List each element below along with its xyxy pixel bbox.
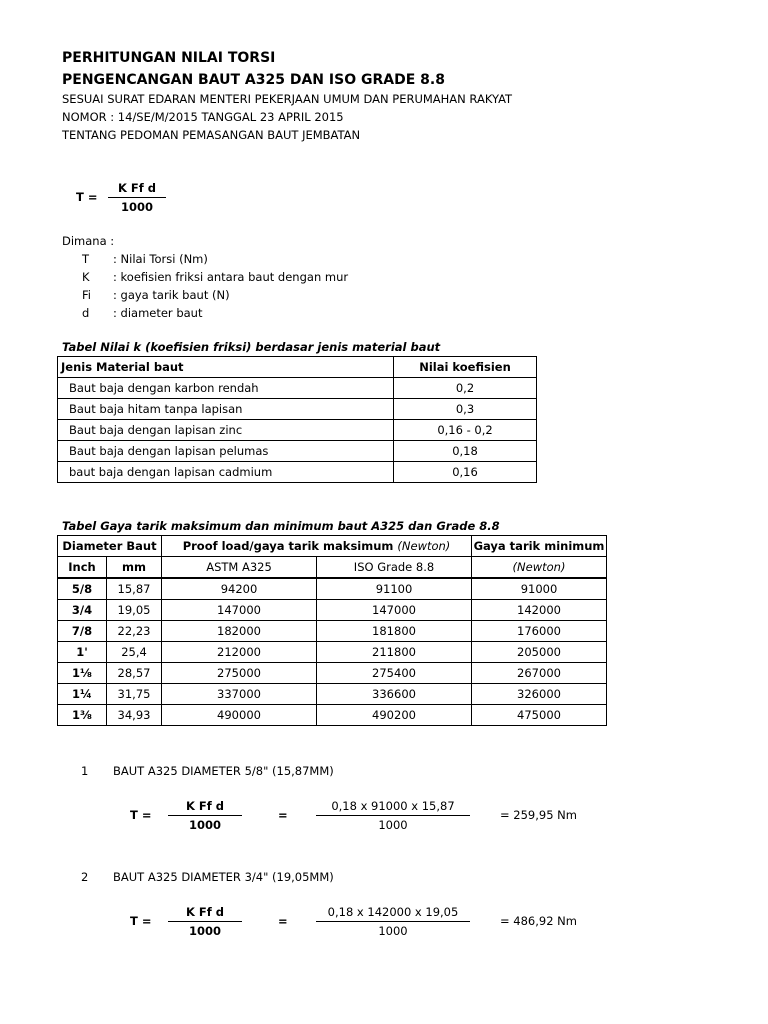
calc-2-number: 2	[81, 870, 89, 884]
g-header-min-unit: (Newton)	[472, 557, 607, 579]
calc-2-result: = 486,92 Nm	[500, 914, 577, 928]
g-table-header-row-2	[58, 557, 607, 579]
g-table-header-row-1	[58, 536, 607, 557]
g-mm: 28,57	[107, 663, 162, 684]
g-min: 176000	[472, 621, 607, 642]
g-iso: 336600	[317, 684, 472, 705]
k-material: Baut baja dengan karbon rendah	[58, 378, 394, 399]
g-min: 475000	[472, 705, 607, 726]
g-min: 326000	[472, 684, 607, 705]
g-mm: 22,23	[107, 621, 162, 642]
g-astm: 275000	[162, 663, 317, 684]
g-inch: 1⅛	[58, 663, 107, 684]
k-table-header-coef: Nilai koefisien	[394, 357, 537, 378]
g-header-mm: mm	[107, 557, 162, 579]
g-header-min: Gaya tarik minimum	[472, 536, 607, 557]
table-row	[58, 663, 607, 684]
g-header-astm: ASTM A325	[162, 557, 317, 579]
g-astm: 182000	[162, 621, 317, 642]
subtitle-line-3: TENTANG PEDOMAN PEMASANGAN BAUT JEMBATAN	[62, 128, 361, 142]
calc-2-numerator: K Ff d	[168, 905, 242, 922]
table-row	[58, 705, 607, 726]
table-row	[58, 420, 537, 441]
dimana-sym-fi: Fi	[82, 288, 91, 302]
k-table-header-row	[58, 357, 537, 378]
formula-numerator: K Ff d	[108, 181, 166, 198]
calc-1-lhs: T =	[130, 808, 152, 822]
k-material: Baut baja dengan lapisan pelumas	[58, 441, 394, 462]
dimana-sym-d: d	[82, 306, 90, 320]
k-value: 0,2	[394, 378, 537, 399]
g-inch: 7/8	[58, 621, 107, 642]
calc-1-numerator: K Ff d	[168, 799, 242, 816]
g-inch: 1¼	[58, 684, 107, 705]
g-header-proof-text: Proof load/gaya tarik maksimum	[182, 539, 394, 553]
calc-2-values-denominator: 1000	[378, 924, 408, 938]
subtitle-line-1: SESUAI SURAT EDARAN MENTERI PEKERJAAN UMUM DAN PERUMAHAN RAKYAT	[62, 92, 513, 106]
k-value: 0,18	[394, 441, 537, 462]
dimana-sym-t: T	[82, 252, 90, 266]
calc-1-title: BAUT A325 DIAMETER 5/8" (15,87MM)	[113, 764, 334, 778]
k-value: 0,16	[394, 462, 537, 483]
calc-2-fraction	[168, 905, 242, 938]
k-table-header-material: Jenis Material baut	[58, 357, 394, 378]
g-iso: 490200	[317, 705, 472, 726]
g-inch: 1⅜	[58, 705, 107, 726]
g-mm: 34,93	[107, 705, 162, 726]
calc-1-number: 1	[81, 764, 89, 778]
g-mm: 25,4	[107, 642, 162, 663]
table-row	[58, 441, 537, 462]
calc-1-result: = 259,95 Nm	[500, 808, 577, 822]
g-astm: 490000	[162, 705, 317, 726]
calc-2-denominator: 1000	[188, 924, 221, 938]
dimana-desc-k: : koefisien friksi antara baut dengan mur	[113, 270, 349, 284]
k-material: baut baja dengan lapisan cadmium	[58, 462, 394, 483]
calc-2-title: BAUT A325 DIAMETER 3/4" (19,05MM)	[113, 870, 334, 884]
dimana-desc-fi: : gaya tarik baut (N)	[113, 288, 230, 302]
formula-fraction	[108, 181, 166, 214]
g-iso: 91100	[317, 578, 472, 600]
calc-1-fraction	[168, 799, 242, 832]
g-header-proof	[162, 536, 472, 557]
formula-denominator: 1000	[120, 200, 153, 214]
calc-1-values-numerator: 0,18 x 91000 x 15,87	[316, 799, 470, 816]
k-value: 0,3	[394, 399, 537, 420]
dimana-desc-d: : diameter baut	[113, 306, 203, 320]
g-astm: 212000	[162, 642, 317, 663]
g-min: 205000	[472, 642, 607, 663]
g-iso: 275400	[317, 663, 472, 684]
table-row	[58, 684, 607, 705]
calc-1-equals: =	[278, 808, 288, 822]
table-row	[58, 578, 607, 600]
g-table	[57, 535, 607, 726]
calc-1-denominator: 1000	[188, 818, 221, 832]
g-header-proof-unit: (Newton)	[397, 539, 451, 553]
g-iso: 211800	[317, 642, 472, 663]
g-mm: 31,75	[107, 684, 162, 705]
table-row	[58, 621, 607, 642]
g-astm: 94200	[162, 578, 317, 600]
calc-1-fraction-values	[316, 799, 470, 832]
g-iso: 181800	[317, 621, 472, 642]
g-astm: 337000	[162, 684, 317, 705]
g-min: 267000	[472, 663, 607, 684]
table-row	[58, 642, 607, 663]
formula-lhs: T =	[76, 190, 98, 204]
calc-2-values-numerator: 0,18 x 142000 x 19,05	[316, 905, 470, 922]
g-header-iso: ISO Grade 8.8	[317, 557, 472, 579]
g-min: 91000	[472, 578, 607, 600]
table-row	[58, 462, 537, 483]
subtitle-line-2: NOMOR : 14/SE/M/2015 TANGGAL 23 APRIL 2015	[62, 110, 344, 124]
title-line-2: PENGENCANGAN BAUT A325 DAN ISO GRADE 8.8	[62, 72, 445, 88]
dimana-sym-k: K	[82, 270, 90, 284]
calc-2-equals: =	[278, 914, 288, 928]
g-header-diameter: Diameter Baut	[58, 536, 162, 557]
calc-1-values-denominator: 1000	[378, 818, 408, 832]
g-min: 142000	[472, 600, 607, 621]
title-line-1: PERHITUNGAN NILAI TORSI	[62, 50, 276, 66]
dimana-label: Dimana :	[62, 234, 115, 248]
g-inch: 3/4	[58, 600, 107, 621]
k-value: 0,16 - 0,2	[394, 420, 537, 441]
k-table	[57, 356, 537, 483]
k-material: Baut baja dengan lapisan zinc	[58, 420, 394, 441]
table-row	[58, 378, 537, 399]
g-mm: 15,87	[107, 578, 162, 600]
dimana-desc-t: : Nilai Torsi (Nm)	[113, 252, 208, 266]
g-inch: 1'	[58, 642, 107, 663]
calc-2-fraction-values	[316, 905, 470, 938]
g-iso: 147000	[317, 600, 472, 621]
g-mm: 19,05	[107, 600, 162, 621]
k-table-caption: Tabel Nilai k (koefisien friksi) berdasar jenis material baut	[62, 340, 441, 354]
calc-2-lhs: T =	[130, 914, 152, 928]
table-row	[58, 399, 537, 420]
table-row	[58, 600, 607, 621]
g-inch: 5/8	[58, 578, 107, 600]
g-table-caption: Tabel Gaya tarik maksimum dan minimum baut A325 dan Grade 8.8	[62, 519, 500, 533]
g-astm: 147000	[162, 600, 317, 621]
k-material: Baut baja hitam tanpa lapisan	[58, 399, 394, 420]
g-header-inch: Inch	[58, 557, 107, 579]
